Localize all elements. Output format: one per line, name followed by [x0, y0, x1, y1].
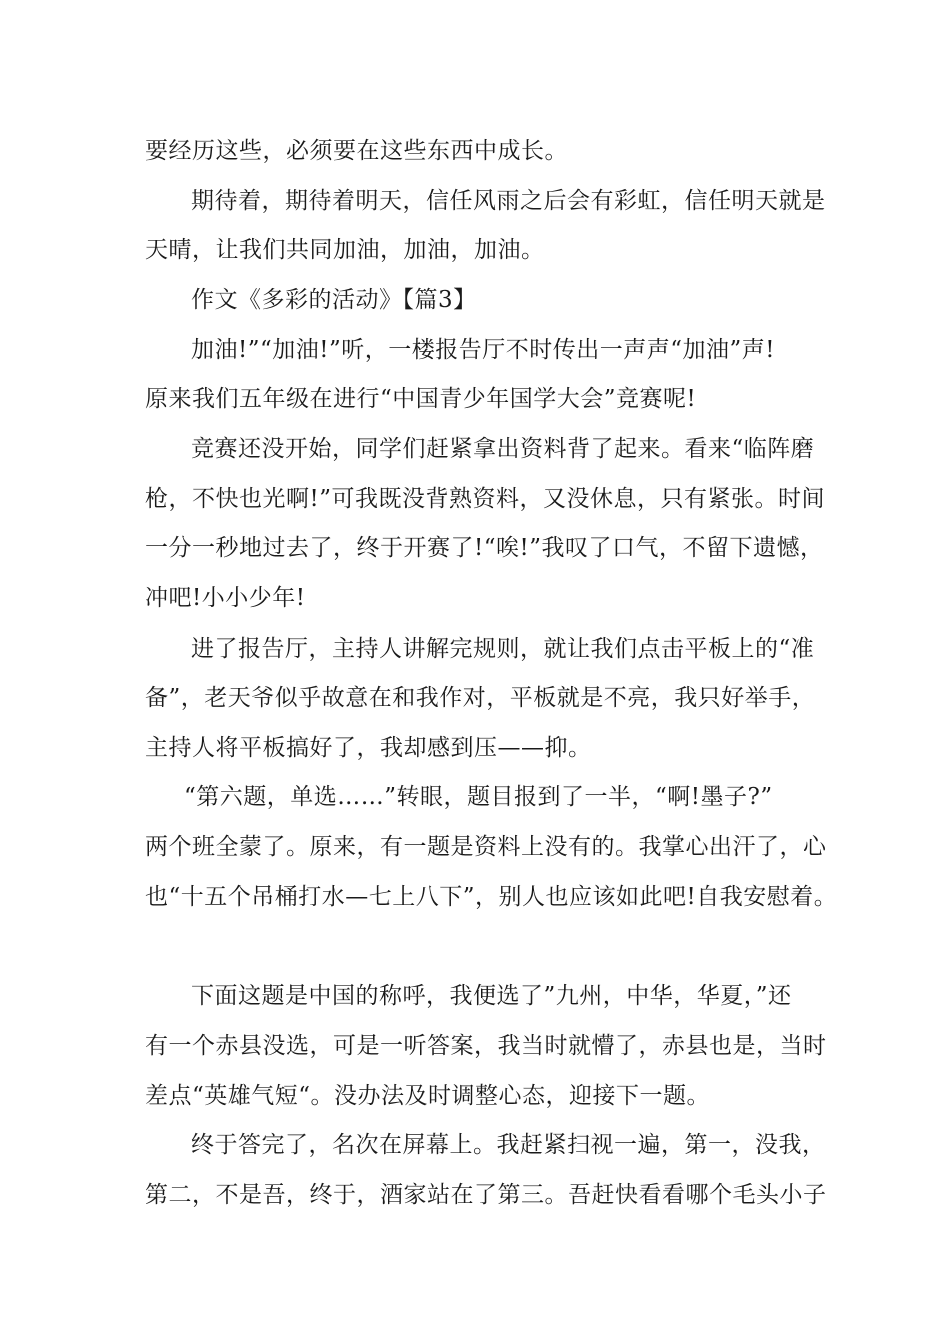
text-line: 竞赛还没开始，同学们赶紧拿出资料背了起来。看来“临阵磨 [191, 436, 815, 462]
text-line: 备”，老天爷似乎故意在和我作对，平板就是不亮，我只好举手， [145, 685, 816, 711]
text-line: 期待着，期待着明天，信任风雨之后会有彩虹，信任明天就是 [191, 188, 826, 214]
text-line: 第二，不是吾，终于，酒家站在了第三。吾赶快看看哪个毛头小子 [145, 1182, 827, 1208]
text-line: 主持人将平板搞好了，我却感到压——抑。 [145, 735, 592, 761]
text-line: 原来我们五年级在进行“中国青少年国学大会”竞赛呢! [145, 386, 697, 412]
text-line: 枪，不快也光啊!”可我既没背熟资料，又没休息，只有紧张。时间 [145, 486, 826, 512]
text-line: 冲吧!小小少年! [145, 585, 306, 611]
text-line: 下面这题是中国的称呼，我便选了”九州，中华，华夏，”还 [191, 983, 792, 1009]
text-line: 有一个赤县没选，可是一听答案，我当时就懵了，赤县也是，当时 [145, 1033, 827, 1059]
text-line: 也“十五个吊桶打水—七上八下”，别人也应该如此吧!自我安慰着。 [145, 884, 838, 910]
text-line: “第六题，单选……”转眼，题目报到了一半，“啊!墨子?” [184, 784, 773, 810]
section-heading: 作文《多彩的活动》【篇3】 [191, 287, 477, 313]
text-line: 两个班全蒙了。原来，有一题是资料上没有的。我掌心出汗了，心 [145, 834, 827, 860]
text-line: 进了报告厅，主持人讲解完规则，就让我们点击平板上的“准 [191, 636, 815, 662]
text-line: 一分一秒地过去了，终于开赛了!“唉!”我叹了口气，不留下遗憾， [145, 535, 824, 561]
text-line: 终于答完了，名次在屏幕上。我赶紧扫视一遍，第一，没我， [191, 1132, 826, 1158]
text-line: 差点“英雄气短“。没办法及时调整心态，迎接下一题。 [145, 1083, 711, 1109]
text-line: 天晴，让我们共同加油，加油，加油。 [145, 237, 545, 263]
text-line: 要经历这些，必须要在这些东西中成长。 [145, 138, 568, 164]
text-line: 加油!”“加油!”听，一楼报告厅不时传出一声声“加油”声! [191, 337, 776, 363]
